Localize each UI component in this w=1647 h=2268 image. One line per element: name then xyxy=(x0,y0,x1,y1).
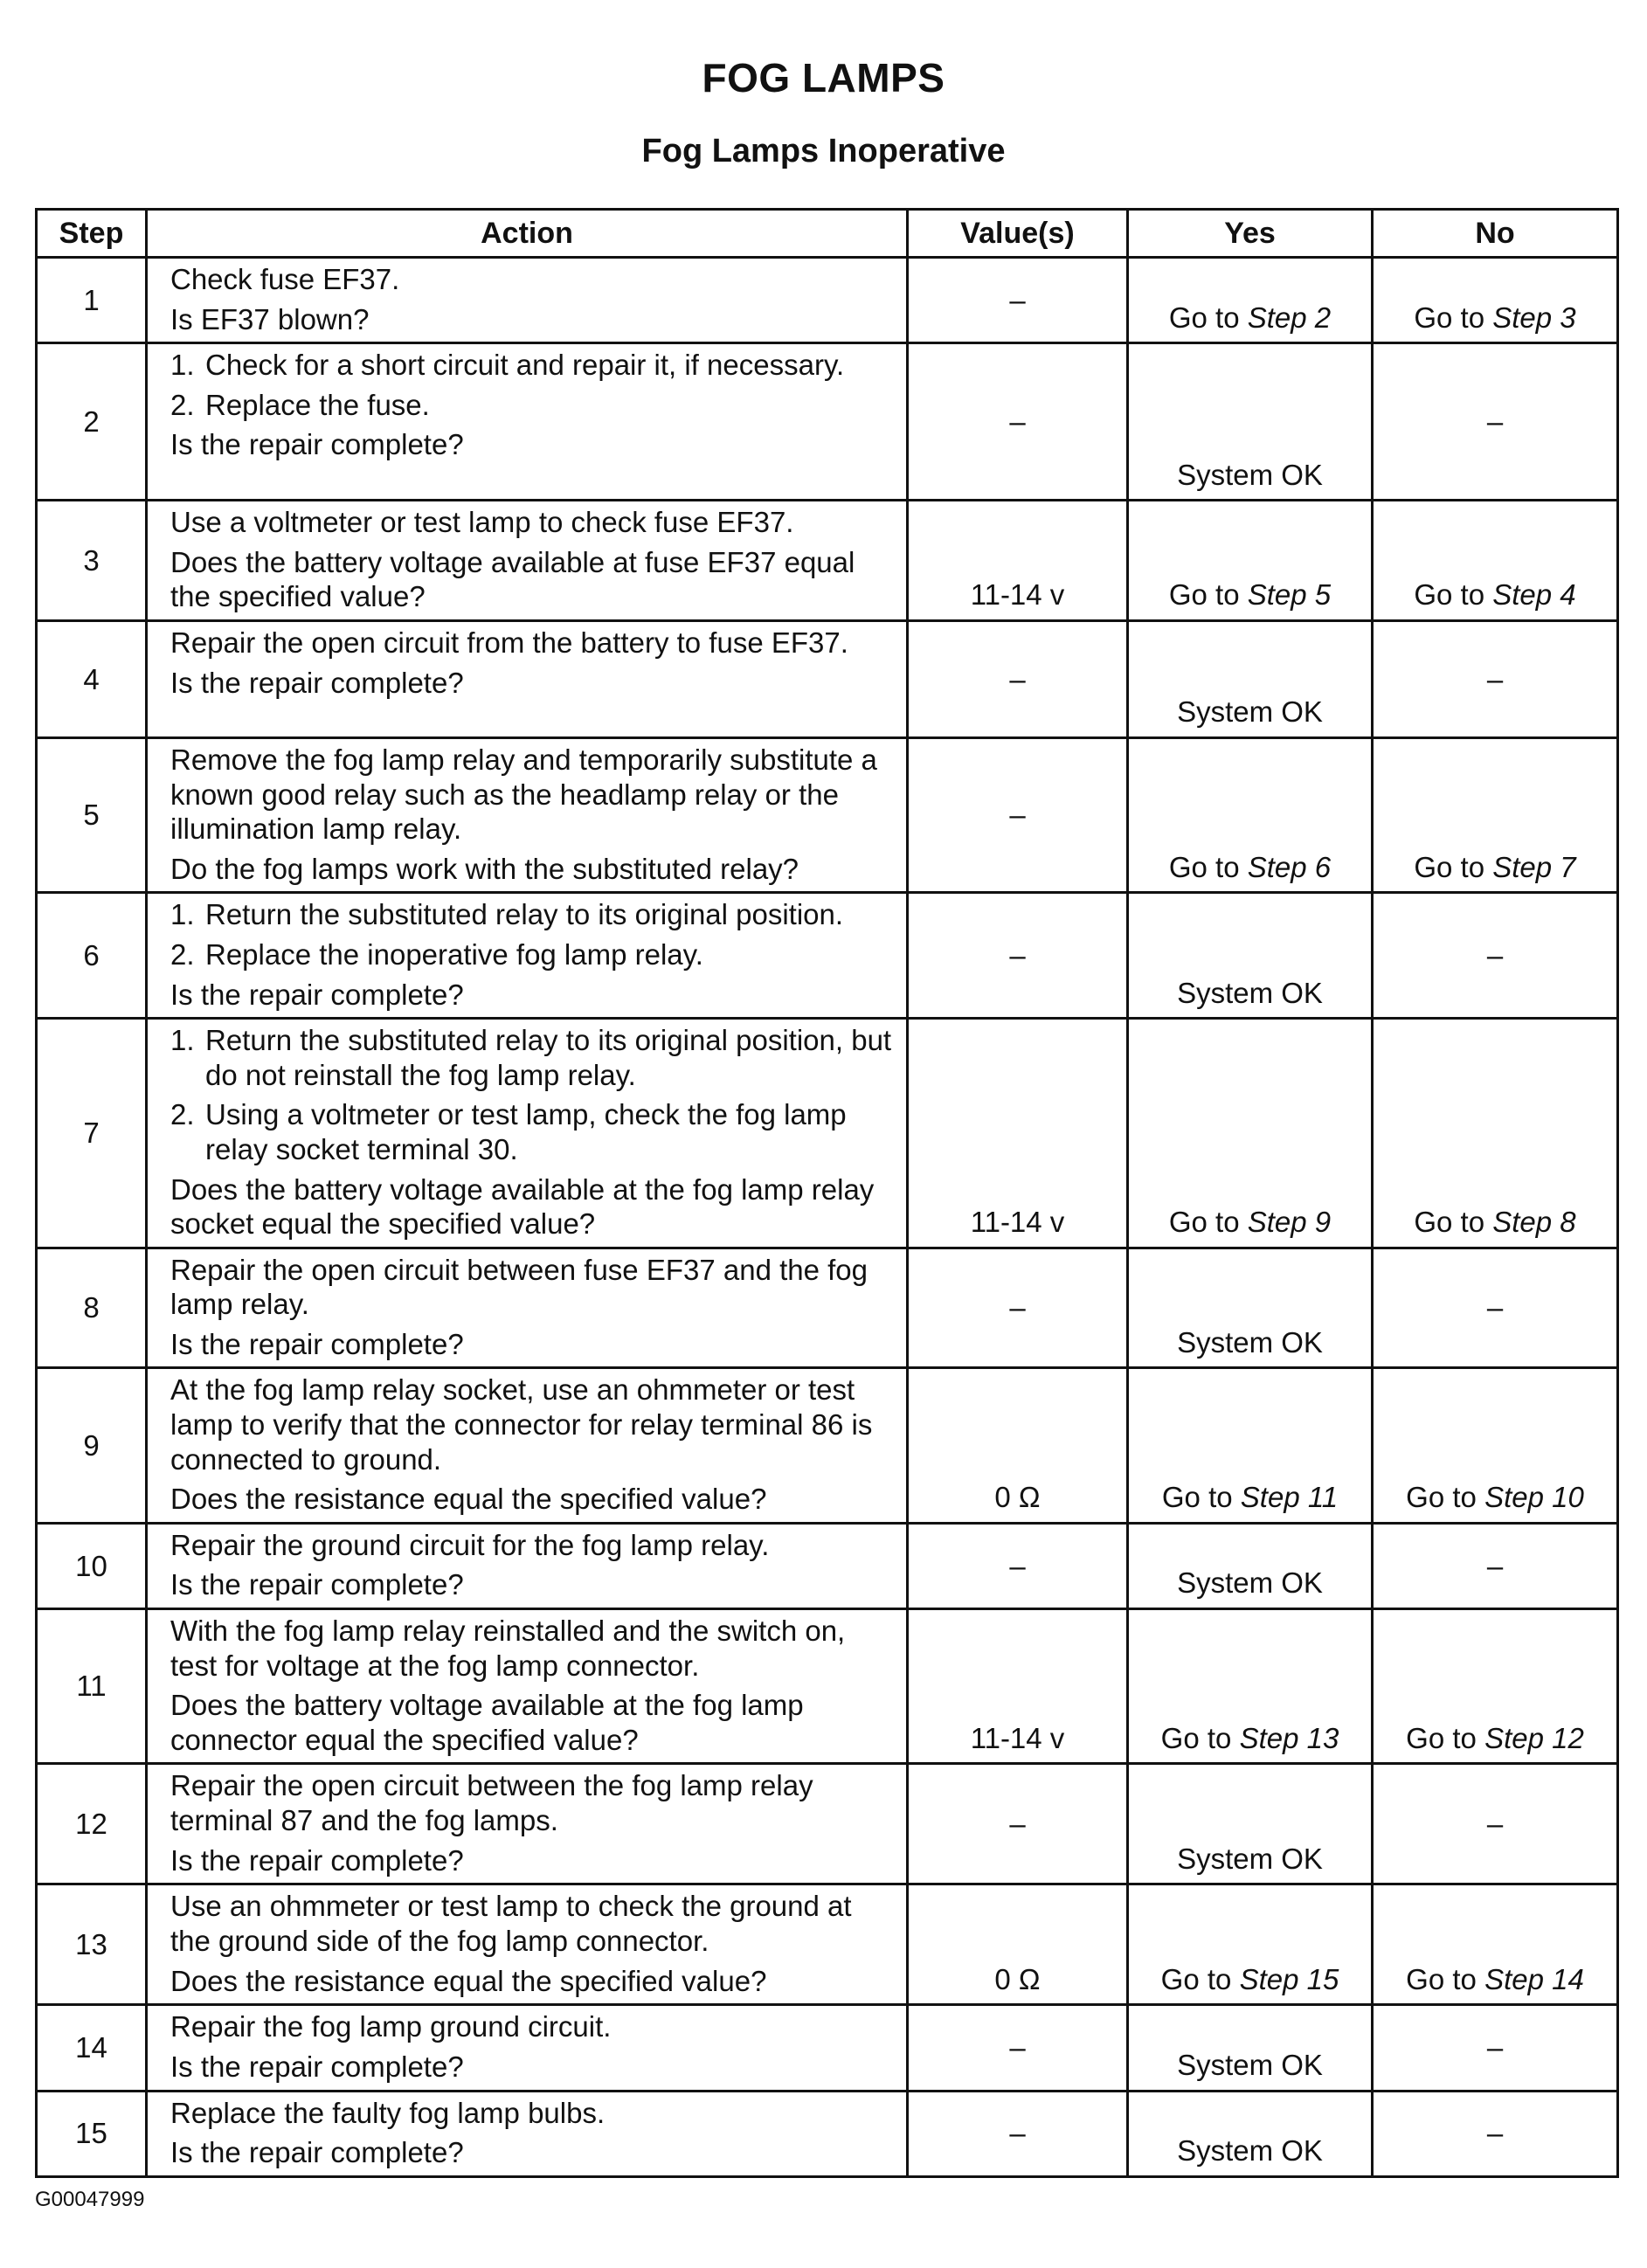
goto-link[interactable] xyxy=(1169,301,1331,334)
no-result: – xyxy=(1486,1808,1504,1841)
action-item-text: Using a voltmeter or test lamp, check the fog lamp relay socket terminal 30. xyxy=(205,1098,847,1165)
goto-step: Step 2 xyxy=(1247,301,1332,334)
action-text: Is the repair complete? xyxy=(170,428,464,461)
step-number: 4 xyxy=(37,620,147,737)
action-text: Is the repair complete? xyxy=(170,1843,464,1877)
yes-result: System OK xyxy=(1177,695,1323,729)
action-text: Repair the ground circuit for the fog lamp relay. xyxy=(170,1528,770,1561)
step-no xyxy=(1373,343,1618,501)
action-item-number: 1. xyxy=(170,898,195,931)
action-text: Repair the fog lamp ground circuit. xyxy=(170,2010,612,2043)
step-yes xyxy=(1128,1764,1373,1884)
step-value: – xyxy=(908,1764,1128,1884)
step-action xyxy=(147,893,908,1019)
goto-link[interactable] xyxy=(1169,578,1331,611)
step-action xyxy=(147,1523,908,1608)
table-row xyxy=(37,1764,1618,1884)
step-value: – xyxy=(908,893,1128,1019)
no-result: – xyxy=(1486,1549,1504,1582)
table-row xyxy=(37,620,1618,737)
goto-step: Step 9 xyxy=(1247,1206,1332,1239)
step-value: – xyxy=(908,737,1128,892)
step-yes xyxy=(1128,1609,1373,1764)
no-result: – xyxy=(1486,2117,1504,2150)
action-item-number: 2. xyxy=(170,1098,195,1131)
goto-prefix: Go to xyxy=(1414,850,1493,883)
goto-link[interactable] xyxy=(1414,1206,1575,1238)
goto-prefix: Go to xyxy=(1414,578,1493,612)
diagnostic-table xyxy=(35,208,1619,2178)
step-number: 2 xyxy=(37,343,147,501)
step-no xyxy=(1373,501,1618,621)
step-action xyxy=(147,1368,908,1523)
no-result: – xyxy=(1486,1291,1504,1324)
action-item-number: 1. xyxy=(170,349,195,382)
step-action xyxy=(147,1019,908,1248)
action-text: Is the repair complete? xyxy=(170,1327,464,1360)
action-item-text: Return the substituted relay to its original position, but do not reinstall the fog lamp relay. xyxy=(205,1024,892,1091)
step-action xyxy=(147,501,908,621)
table-row xyxy=(37,1019,1618,1248)
step-value: 11-14 v xyxy=(908,501,1128,621)
action-item-text: Replace the inoperative fog lamp relay. xyxy=(205,937,703,971)
step-action xyxy=(147,2091,908,2176)
goto-link[interactable] xyxy=(1162,1481,1338,1513)
step-value: 0 Ω xyxy=(908,1368,1128,1523)
goto-step: Step 11 xyxy=(1240,1481,1339,1514)
step-no xyxy=(1373,737,1618,892)
yes-result: System OK xyxy=(1177,2134,1323,2168)
step-number: 9 xyxy=(37,1368,147,1523)
step-no xyxy=(1373,1764,1618,1884)
step-yes xyxy=(1128,2091,1373,2176)
action-text: Is the repair complete? xyxy=(170,1568,464,1601)
step-no xyxy=(1373,1368,1618,1523)
step-action xyxy=(147,1609,908,1764)
step-yes xyxy=(1128,620,1373,737)
step-value: – xyxy=(908,2005,1128,2091)
action-text: Is the repair complete? xyxy=(170,978,464,1011)
action-list-item xyxy=(170,937,897,972)
goto-prefix: Go to xyxy=(1406,1721,1485,1754)
step-action xyxy=(147,1248,908,1368)
step-no xyxy=(1373,1019,1618,1248)
step-yes xyxy=(1128,1523,1373,1608)
step-number: 11 xyxy=(37,1609,147,1764)
table-row xyxy=(37,258,1618,343)
goto-link[interactable] xyxy=(1161,1722,1339,1754)
goto-link[interactable] xyxy=(1406,1722,1584,1754)
step-no xyxy=(1373,2005,1618,2091)
action-text: Replace the faulty fog lamp bulbs. xyxy=(170,2096,606,2129)
step-value: – xyxy=(908,1523,1128,1608)
goto-link[interactable] xyxy=(1414,851,1575,883)
action-item-text: Replace the fuse. xyxy=(205,388,430,421)
step-value: – xyxy=(908,1248,1128,1368)
step-no xyxy=(1373,1248,1618,1368)
goto-step: Step 7 xyxy=(1492,850,1576,883)
action-list-item xyxy=(170,897,897,932)
goto-step: Step 8 xyxy=(1492,1206,1576,1239)
header-values: Value(s) xyxy=(908,210,1128,258)
header-yes: Yes xyxy=(1128,210,1373,258)
table-row xyxy=(37,1523,1618,1608)
action-text: Remove the fog lamp relay and temporarily substitute a known good relay such as the headlamp relay or the illumination lamp relay. xyxy=(170,743,877,846)
action-text: Do the fog lamps work with the substituted relay? xyxy=(170,852,799,885)
goto-prefix: Go to xyxy=(1406,1962,1485,1995)
step-action xyxy=(147,1884,908,2005)
action-text: Is the repair complete? xyxy=(170,666,464,699)
action-text: With the fog lamp relay reinstalled and the switch on, test for voltage at the fog lamp connector. xyxy=(170,1615,846,1682)
goto-step: Step 5 xyxy=(1247,578,1332,612)
step-yes xyxy=(1128,737,1373,892)
figure-id: G00047999 xyxy=(35,2188,145,2211)
step-number: 5 xyxy=(37,737,147,892)
action-list-item xyxy=(170,1097,897,1166)
goto-prefix: Go to xyxy=(1168,850,1248,883)
goto-link[interactable] xyxy=(1406,1481,1584,1513)
step-number: 13 xyxy=(37,1884,147,2005)
action-text: Does the resistance equal the specified value? xyxy=(170,1483,767,1516)
yes-result: System OK xyxy=(1177,458,1323,491)
action-item-number: 1. xyxy=(170,1024,195,1057)
action-text: At the fog lamp relay socket, use an ohmmeter or test lamp to verify that the connector for relay terminal 86 is connected to ground. xyxy=(170,1373,873,1476)
step-yes xyxy=(1128,893,1373,1019)
step-yes xyxy=(1128,1368,1373,1523)
step-action xyxy=(147,737,908,892)
step-yes xyxy=(1128,1248,1373,1368)
step-action xyxy=(147,343,908,501)
goto-prefix: Go to xyxy=(1168,1206,1248,1239)
table-body xyxy=(37,258,1618,2177)
yes-result: System OK xyxy=(1177,1842,1323,1875)
goto-step: Step 13 xyxy=(1239,1721,1339,1754)
action-list-item xyxy=(170,348,897,383)
table-row xyxy=(37,1884,1618,2005)
step-no xyxy=(1373,1523,1618,1608)
goto-link[interactable] xyxy=(1414,301,1575,334)
step-number: 6 xyxy=(37,893,147,1019)
step-number: 1 xyxy=(37,258,147,343)
step-no xyxy=(1373,2091,1618,2176)
header-no: No xyxy=(1373,210,1618,258)
step-action xyxy=(147,1764,908,1884)
page-subtitle: Fog Lamps Inoperative xyxy=(641,133,1006,169)
step-number: 3 xyxy=(37,501,147,621)
step-action xyxy=(147,2005,908,2091)
yes-result: System OK xyxy=(1177,2049,1323,2081)
goto-link[interactable] xyxy=(1414,578,1575,611)
action-text: Check fuse EF37. xyxy=(170,263,400,295)
header-action: Action xyxy=(147,210,908,258)
step-value: 11-14 v xyxy=(908,1019,1128,1248)
step-action xyxy=(147,620,908,737)
step-no xyxy=(1373,258,1618,343)
yes-result: System OK xyxy=(1177,976,1323,1009)
yes-result: System OK xyxy=(1177,1325,1323,1359)
goto-link[interactable] xyxy=(1161,1963,1339,1995)
goto-prefix: Go to xyxy=(1414,301,1493,334)
action-item-number: 2. xyxy=(170,388,195,421)
step-no xyxy=(1373,1609,1618,1764)
table-row xyxy=(37,2005,1618,2091)
step-value: – xyxy=(908,258,1128,343)
action-item-text: Check for a short circuit and repair it, if necessary. xyxy=(205,349,845,382)
goto-link[interactable] xyxy=(1169,851,1331,883)
header-step: Step xyxy=(37,210,147,258)
goto-prefix: Go to xyxy=(1161,1481,1241,1514)
goto-step: Step 12 xyxy=(1484,1721,1584,1754)
no-result: – xyxy=(1486,2031,1504,2064)
step-number: 15 xyxy=(37,2091,147,2176)
table-row xyxy=(37,1368,1618,1523)
table-row xyxy=(37,1248,1618,1368)
table-row xyxy=(37,2091,1618,2176)
goto-prefix: Go to xyxy=(1160,1962,1240,1995)
goto-link[interactable] xyxy=(1169,1206,1331,1238)
step-value: – xyxy=(908,343,1128,501)
action-item-text: Return the substituted relay to its original position. xyxy=(205,898,844,931)
action-text: Does the resistance equal the specified value? xyxy=(170,1964,767,1997)
goto-prefix: Go to xyxy=(1414,1206,1493,1239)
no-result: – xyxy=(1486,938,1504,972)
goto-prefix: Go to xyxy=(1160,1721,1240,1754)
no-result: – xyxy=(1486,405,1504,438)
action-text: Is the repair complete? xyxy=(170,2050,464,2083)
step-value: 11-14 v xyxy=(908,1609,1128,1764)
goto-step: Step 14 xyxy=(1484,1962,1584,1995)
action-text: Is EF37 blown? xyxy=(170,302,370,335)
step-number: 7 xyxy=(37,1019,147,1248)
table-row xyxy=(37,501,1618,621)
table-row xyxy=(37,737,1618,892)
table-row xyxy=(37,1609,1618,1764)
step-yes xyxy=(1128,501,1373,621)
goto-step: Step 15 xyxy=(1239,1962,1339,1995)
step-action xyxy=(147,258,908,343)
action-text: Does the battery voltage available at the fog lamp relay socket equal the specified value? xyxy=(170,1172,875,1241)
action-text: Repair the open circuit between fuse EF37 and the fog lamp relay. xyxy=(170,1253,868,1321)
table-row xyxy=(37,343,1618,501)
action-text: Does the battery voltage available at fuse EF37 equal the specified value? xyxy=(170,545,855,613)
step-number: 8 xyxy=(37,1248,147,1368)
goto-prefix: Go to xyxy=(1168,301,1248,334)
step-yes xyxy=(1128,1019,1373,1248)
table-header-row xyxy=(37,210,1618,258)
step-value: – xyxy=(908,2091,1128,2176)
action-text: Use a voltmeter or test lamp to check fuse EF37. xyxy=(170,506,794,539)
step-value: 0 Ω xyxy=(908,1884,1128,2005)
goto-step: Step 3 xyxy=(1492,301,1576,334)
action-list-item xyxy=(170,388,897,423)
step-number: 14 xyxy=(37,2005,147,2091)
goto-prefix: Go to xyxy=(1168,578,1248,612)
goto-link[interactable] xyxy=(1406,1963,1584,1995)
action-text: Repair the open circuit from the battery to fuse EF37. xyxy=(170,626,848,659)
action-list-item xyxy=(170,1023,897,1092)
step-number: 12 xyxy=(37,1764,147,1884)
step-no xyxy=(1373,1884,1618,2005)
goto-step: Step 10 xyxy=(1484,1481,1584,1514)
step-yes xyxy=(1128,1884,1373,2005)
goto-step: Step 6 xyxy=(1247,850,1332,883)
goto-prefix: Go to xyxy=(1406,1481,1485,1514)
action-item-number: 2. xyxy=(170,937,195,971)
table-row xyxy=(37,893,1618,1019)
step-yes xyxy=(1128,258,1373,343)
step-number: 10 xyxy=(37,1523,147,1608)
step-value: – xyxy=(908,620,1128,737)
step-yes xyxy=(1128,343,1373,501)
step-no xyxy=(1373,620,1618,737)
yes-result: System OK xyxy=(1177,1566,1323,1600)
no-result: – xyxy=(1486,662,1504,695)
action-text: Use an ohmmeter or test lamp to check the ground at the ground side of the fog lamp connector. xyxy=(170,1890,852,1957)
action-text: Does the battery voltage available at the fog lamp connector equal the specified value? xyxy=(170,1689,804,1756)
page-title: FOG LAMPS xyxy=(702,55,945,100)
step-no xyxy=(1373,893,1618,1019)
step-yes xyxy=(1128,2005,1373,2091)
action-text: Repair the open circuit between the fog lamp relay terminal 87 and the fog lamps. xyxy=(170,1769,813,1836)
goto-step: Step 4 xyxy=(1492,578,1576,612)
action-text: Is the repair complete? xyxy=(170,2136,464,2169)
